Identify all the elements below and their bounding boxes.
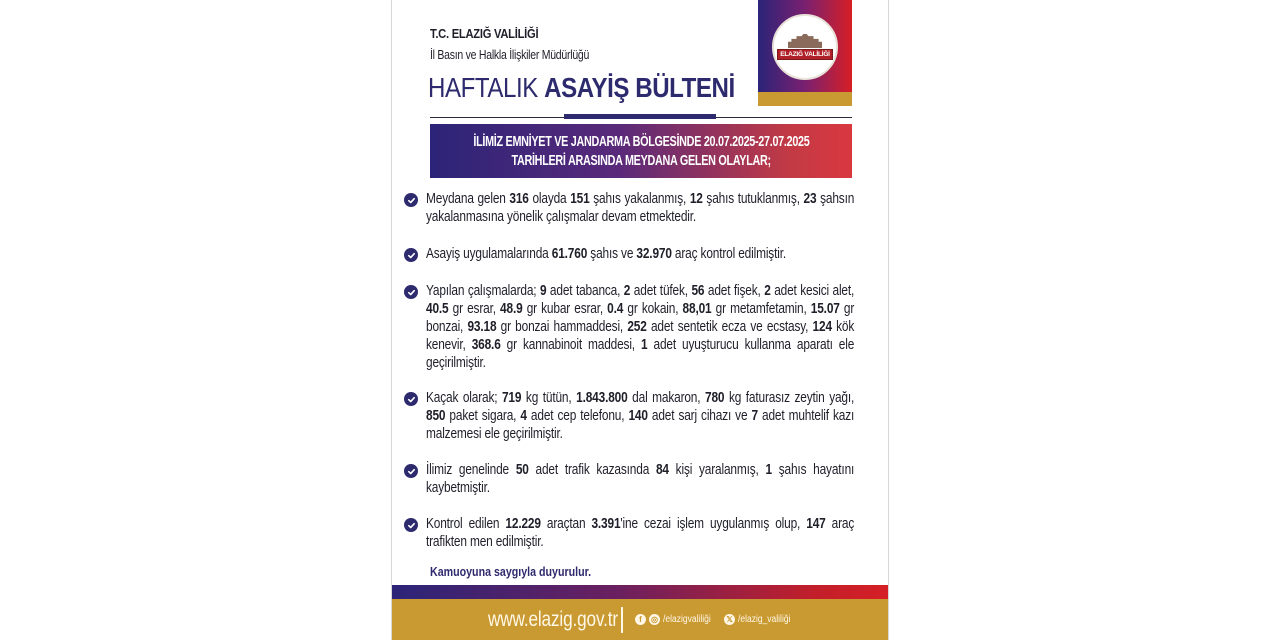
bulletin-poster: [391, 0, 889, 640]
social-links: [635, 614, 794, 625]
highlight-number: 719: [501, 390, 522, 406]
highlight-number: 151: [570, 191, 590, 207]
check-circle-icon: [404, 392, 418, 406]
highlight-number: 61.760: [551, 246, 588, 262]
highlight-number: 2: [764, 283, 771, 299]
badge-gold-strip: [758, 92, 852, 106]
highlight-number: 1.843.800: [576, 390, 628, 406]
divider-accent: [564, 114, 716, 119]
item-text: Meydana gelen 316 olayda 151 şahıs yakalanmış, 12 şahıs tutuklanmış, 23 şahsın yakalanmasına yönelik çalışmalar devam etmektedir.: [426, 191, 855, 225]
check-circle-icon: [404, 193, 418, 207]
check-circle-icon: [404, 464, 418, 478]
footer-gradient-bar: [392, 585, 889, 599]
item-text: Yapılan çalışmalarda; 9 adet tabanca, 2 adet tüfek, 56 adet fişek, 2 adet kesici alet, 40.5 gr esrar, 48.9 gr kubar esrar, 0.4 gr kokain, 88,01 gr metamfetamin, 15.07 gr bonzai, 93.18 gr bonzai hammaddesi, 252 adet sentetik ecza ve ecstasy, 124 kök kenevir, 368.6 gr kannabinoit maddesi, 1 adet uyuşturucu kullanma aparatı ele geçirilmiştir.: [426, 283, 855, 371]
highlight-number: 368.6: [471, 337, 501, 353]
date-range-banner: [430, 124, 852, 178]
highlight-number: 780: [705, 390, 725, 406]
highlight-number: 88,01: [682, 301, 712, 317]
highlight-number: 48.9: [500, 301, 523, 317]
highlight-number: 40.5: [426, 301, 449, 317]
highlight-number: 7: [751, 408, 758, 424]
highlight-number: 15.07: [810, 301, 840, 317]
footer-separator: [621, 607, 623, 633]
instagram-icon[interactable]: ◎: [649, 614, 660, 625]
highlight-number: 3.391: [591, 516, 621, 532]
highlight-number: 56: [691, 283, 705, 299]
highlight-number: 124: [812, 319, 832, 335]
highlight-number: 12: [689, 191, 703, 207]
highlight-number: 84: [655, 462, 669, 478]
highlight-number: 12.229: [505, 516, 541, 532]
list-item: [404, 461, 854, 497]
bulletin-items: [404, 190, 854, 551]
social-handle-2[interactable]: /elazig_valiliği: [738, 614, 791, 625]
highlight-number: 4: [520, 408, 527, 424]
highlight-number: 1: [640, 337, 648, 353]
highlight-number: 0.4: [607, 301, 624, 317]
item-text: İlimiz genelinde 50 adet trafik kazasında 84 kişi yaralanmış, 1 şahıs hayatını kaybetmiştir.: [426, 462, 855, 496]
list-item: [404, 282, 854, 372]
check-circle-icon: [404, 285, 418, 299]
closing-note: Kamuoyuna saygıyla duyurulur.: [430, 564, 592, 579]
check-circle-icon: [404, 248, 418, 262]
department-name: İl Basın ve Halkla İlişkiler Müdürlüğü: [430, 48, 590, 62]
highlight-number: 316: [509, 191, 529, 207]
highlight-number: 9: [539, 283, 547, 299]
highlight-number: 32.970: [636, 246, 672, 262]
list-item: [404, 389, 854, 443]
highlight-number: 850: [426, 408, 446, 424]
highlight-number: 1: [765, 462, 772, 478]
banner-line-1: İLİMİZ EMNİYET VE JANDARMA BÖLGESİNDE 20.07.2025-27.07.2025: [472, 133, 810, 150]
highlight-number: 140: [628, 408, 648, 424]
check-circle-icon: [404, 518, 418, 532]
castle-icon: [788, 34, 822, 48]
list-item: [404, 245, 854, 263]
highlight-number: 252: [627, 319, 647, 335]
org-name: T.C. ELAZIĞ VALİLİĞİ: [430, 26, 539, 41]
item-text: Kontrol edilen 12.229 araçtan 3.391'ine cezai işlem uygulanmış olup, 147 araç trafikten men edilmiştir.: [426, 516, 855, 550]
highlight-number: 23: [803, 191, 817, 207]
website-link[interactable]: www.elazig.gov.tr: [488, 608, 618, 631]
governorship-logo: [772, 14, 838, 80]
header-badge: [758, 0, 852, 106]
highlight-number: 2: [623, 283, 631, 299]
highlight-number: 50: [515, 462, 529, 478]
item-text: Asayiş uygulamalarında 61.760 şahıs ve 32.970 araç kontrol edilmiştir.: [426, 246, 786, 262]
social-handle-1[interactable]: /elazigvaliliği: [663, 614, 711, 625]
title-light: HAFTALIK: [428, 72, 545, 103]
highlight-number: 147: [806, 516, 826, 532]
highlight-number: 93.18: [467, 319, 497, 335]
item-text: Kaçak olarak; 719 kg tütün, 1.843.800 dal makaron, 780 kg faturasız zeytin yağı, 850 paket sigara, 4 adet cep telefonu, 140 adet sarj cihazı ve 7 adet muhtelif kazı malzemesi ele geçirilmiştir.: [426, 390, 855, 442]
page-title: [428, 72, 735, 104]
banner-line-2: TARİHLERİ ARASINDA MEYDANA GELEN OLAYLAR;: [511, 152, 771, 169]
list-item: [404, 515, 854, 551]
title-bold: ASAYİŞ BÜLTENİ: [544, 72, 735, 103]
list-item: [404, 190, 854, 226]
logo-text: ELAZIĞ VALİLİĞİ: [777, 49, 833, 60]
facebook-icon[interactable]: f: [635, 614, 646, 625]
x-twitter-icon[interactable]: 𝕏: [724, 614, 735, 625]
